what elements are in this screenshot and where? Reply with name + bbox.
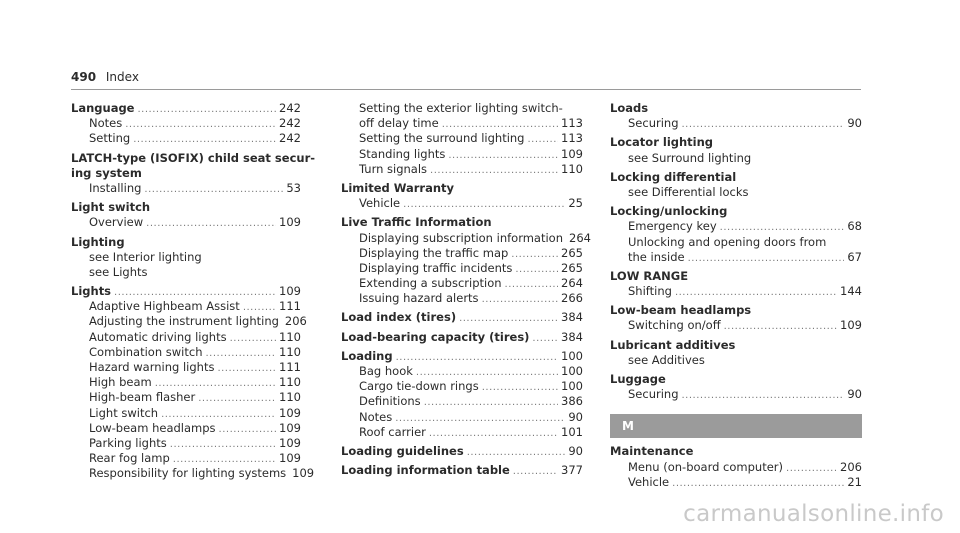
entry-text: Rear fog lamp [89,451,170,466]
entry-text: Turn signals [359,161,428,176]
entry-text: Locking/unlocking [610,204,728,219]
dot-leader [416,365,558,380]
entry-text: Definitions [359,394,421,409]
entry-text: Maintenance [610,444,694,459]
entry-text: Low-beam headlamps [89,420,216,435]
page-reference: 109 [279,451,301,466]
section-title: Index [105,70,139,84]
index-subentry [71,181,301,196]
dot-leader [243,300,276,315]
index-subentry [341,364,583,379]
index-subentry [341,131,583,146]
index-entry [341,215,583,230]
dot-leader [720,220,845,235]
index-subentry [341,246,583,261]
entry-text: Setting [89,131,131,146]
page-reference: 90 [568,443,583,458]
dot-leader [515,262,558,277]
dot-leader [442,117,558,132]
page-reference: 242 [279,116,301,131]
index-subentry [610,318,862,333]
entry-text: Luggage [610,372,666,386]
page-reference: 242 [279,131,301,146]
index-subentry [341,196,583,211]
entry-text: Locking differential [610,169,737,184]
entry-text: Lights [71,284,112,299]
page-reference: 242 [279,101,301,115]
watermark: carmanualsonline.info [683,501,944,527]
dot-leader [786,461,837,476]
entry-text: Parking lights [89,435,167,450]
index-entry [610,338,862,353]
index-entry [610,269,862,284]
entry-text: Unlocking and opening doors from [628,234,827,249]
dot-leader [513,464,558,479]
entry-text: Displaying subscription information [359,230,564,245]
index-subentry [341,394,583,409]
entry-text: Hazard warning lights [89,360,215,374]
entry-text: Loading information table [341,463,510,478]
entry-text: Vehicle [359,196,401,211]
index-subentry [341,147,583,162]
entry-text: Adaptive Highbeam Assist [89,299,240,314]
letter-divider: M [610,414,862,438]
page-reference: 68 [847,219,862,234]
dot-leader [482,380,558,395]
entry-text: Standing lights [359,146,446,161]
entry-text: Light switch [71,200,151,215]
dot-leader [198,391,276,406]
index-subentry [341,410,583,425]
page-reference: 206 [840,459,862,474]
entry-text: Loads [610,101,649,115]
index-subentry [71,345,301,360]
dot-leader [146,216,276,231]
dot-leader [688,251,845,266]
page-reference: 265 [561,245,583,260]
index-subentry [71,215,301,230]
index-subentry [71,375,301,390]
index-entry [610,170,862,185]
entry-text: Emergency key [628,219,717,234]
index-subentry [341,230,591,246]
page-reference: 386 [561,394,583,409]
dot-leader [133,132,276,147]
index-subentry [341,162,583,177]
index-column-1 [71,101,316,482]
index-subentry [71,436,301,451]
entry-text: Switching on/off [628,318,721,333]
entry-text: see Lights [89,264,148,279]
index-subentry [341,425,583,440]
entry-text: the inside [628,249,685,264]
index-subentry [71,330,301,345]
page-reference: 109 [279,284,301,299]
entry-text: see Differential locks [628,184,749,199]
index-entry [71,200,301,215]
entry-text: Securing [628,387,679,402]
page-reference: 109 [279,215,301,230]
page-reference: 113 [561,131,583,146]
index-subentry [610,284,862,299]
index-subentry [610,185,862,200]
entry-text: Shifting [628,284,672,299]
entry-text: Locator lighting [610,135,714,150]
entry-text: ing system [71,165,142,180]
index-subentry [610,235,862,250]
page-reference: 21 [847,474,862,489]
page-reference: 206 [284,314,307,329]
entry-text: Setting the exterior lighting switch- [359,101,563,115]
index-entry [71,166,301,181]
entry-text: Notes [359,409,393,424]
index-entry [610,135,862,150]
dot-leader [682,388,845,403]
page-header [71,70,139,84]
entry-text: Automatic driving lights [89,329,227,344]
index-subentry [341,276,583,291]
dot-leader [675,285,837,300]
page-reference: 113 [561,116,583,131]
index-entry [341,330,583,345]
dot-leader [155,376,276,391]
dot-leader [429,426,558,441]
page-reference: 110 [279,329,301,344]
dot-leader [144,182,283,197]
index-subentry [71,265,301,280]
entry-text: Issuing hazard alerts [359,291,479,306]
page-reference: 100 [561,379,583,394]
entry-text: Language [71,101,135,115]
dot-leader [170,437,276,452]
index-entry [71,101,301,116]
dot-leader [511,247,558,262]
dot-leader [459,311,558,326]
entry-text: High-beam flasher [89,390,196,405]
index-entry [610,444,862,459]
index-subentry [610,151,862,166]
index-subentry [71,314,307,329]
page-reference: 110 [279,375,301,390]
entry-text: Responsibility for lighting systems [89,466,287,481]
dot-leader [138,102,277,117]
entry-text: Roof carrier [359,424,426,439]
dot-leader [724,319,837,334]
index-subentry [341,291,583,306]
entry-text: Bag hook [359,364,413,378]
dot-leader [532,331,558,346]
page-reference: 109 [292,466,315,481]
entry-text: Displaying traffic incidents [359,260,513,275]
index-subentry [610,387,862,402]
entry-text: Lighting [71,234,125,249]
index-subentry [71,466,315,481]
page-reference: 90 [568,409,583,424]
index-entry [341,181,583,196]
page-reference: 109 [279,435,301,450]
index-subentry [610,475,862,490]
index-entry [341,310,583,325]
dot-leader [430,163,558,178]
index-entry [71,150,316,166]
index-subentry [341,379,583,394]
index-entry [341,444,583,459]
dot-leader [114,285,276,300]
page-reference: 109 [561,146,583,161]
entry-text: Menu (on-board computer) [628,459,784,474]
index-subentry [341,116,583,131]
entry-text: see Interior lighting [89,249,202,264]
entry-text: Light switch [89,405,159,420]
index-subentry [610,353,862,368]
index-subentry [341,101,583,116]
page-reference: 377 [561,463,583,478]
index-entry [341,463,583,478]
index-subentry [610,116,862,131]
page-reference: 111 [279,299,301,314]
entry-text: Loading [341,348,393,363]
page-reference: 266 [561,291,583,306]
page-reference: 100 [561,348,583,363]
dot-leader [125,117,276,132]
index-entry [341,349,583,364]
dot-leader [467,445,566,460]
page-reference: 144 [840,284,862,299]
index-entry [610,204,862,219]
entry-text: Notes [89,116,123,131]
index-subentry [341,261,583,276]
page-reference: 101 [561,424,583,439]
page-reference: 109 [279,420,301,435]
page-reference: 110 [561,161,583,176]
entry-text: Securing [628,116,679,131]
page-number: 490 [71,70,97,84]
index-subentry [610,219,862,234]
header-divider [71,89,861,90]
entry-text: Setting the surround lighting [359,131,525,146]
index-subentry [71,451,301,466]
page-reference: 109 [279,405,301,420]
dot-leader [219,422,277,437]
dot-leader [682,117,845,132]
entry-text: off delay time [359,116,439,131]
entry-text: LATCH-type (ISOFIX) child seat secur- [71,150,316,165]
page-reference: 25 [568,196,583,211]
index-subentry [71,390,301,405]
entry-text: Cargo tie-down rings [359,379,479,394]
entry-text: High beam [89,375,152,390]
dot-leader [482,292,558,307]
dot-leader [505,277,559,292]
entry-text: Limited Warranty [341,180,455,195]
index-column-2 [341,101,591,478]
dot-leader [403,197,565,212]
dot-leader [206,346,277,361]
index-subentry [71,406,301,421]
dot-leader [396,350,558,365]
index-subentry [71,299,301,314]
dot-leader [230,331,276,346]
index-entry [71,235,301,250]
entry-text: Overview [89,215,144,230]
index-column-3 [610,101,862,490]
index-subentry [71,421,301,436]
entry-text: see Additives [628,352,705,367]
dot-leader [448,148,558,163]
entry-text: Installing [89,180,142,195]
page-reference: 109 [840,318,862,333]
dot-leader [527,132,558,147]
entry-text: Live Traffic Information [341,215,492,230]
entry-text: Displaying the traffic map [359,245,509,260]
index-subentry [610,460,862,475]
dot-leader [161,407,276,422]
page-reference: 384 [561,310,583,325]
index-subentry [71,131,301,146]
index-entry [610,303,862,318]
index-subentry [71,250,301,265]
page-reference: 100 [561,364,583,378]
page-reference: 110 [279,344,301,359]
dot-leader [217,361,276,376]
index-entry [610,372,862,387]
entry-text: Loading guidelines [341,443,464,458]
page-reference: 110 [279,390,301,405]
page-reference: 265 [561,260,583,275]
page-reference: 264 [569,230,591,245]
page-reference: 67 [847,249,862,264]
entry-text: see Surround lighting [628,150,752,165]
entry-text: Lubricant additives [610,337,736,352]
entry-text: Load index (tires) [341,310,457,325]
dot-leader [424,395,558,410]
page-reference: 111 [279,360,301,374]
entry-text: Low-beam headlamps [610,303,752,318]
page-reference: 90 [847,387,862,402]
dot-leader [395,411,565,426]
entry-text: LOW RANGE [610,268,689,283]
page-reference: 53 [286,180,301,195]
entry-text: Adjusting the instrument lighting [89,314,279,329]
dot-leader [672,476,844,491]
page-reference: 264 [561,276,583,291]
dot-leader [173,452,276,467]
index-entry [71,284,301,299]
index-entry [610,101,862,116]
entry-text: Extending a subscription [359,276,502,291]
page-reference: 384 [561,329,583,344]
index-subentry [71,360,301,375]
index-subentry [71,116,301,131]
index-subentry [610,250,862,265]
entry-text: Vehicle [628,474,670,489]
entry-text: Combination switch [89,344,203,359]
entry-text: Load-bearing capacity (tires) [341,329,530,344]
page-reference: 90 [847,116,862,131]
